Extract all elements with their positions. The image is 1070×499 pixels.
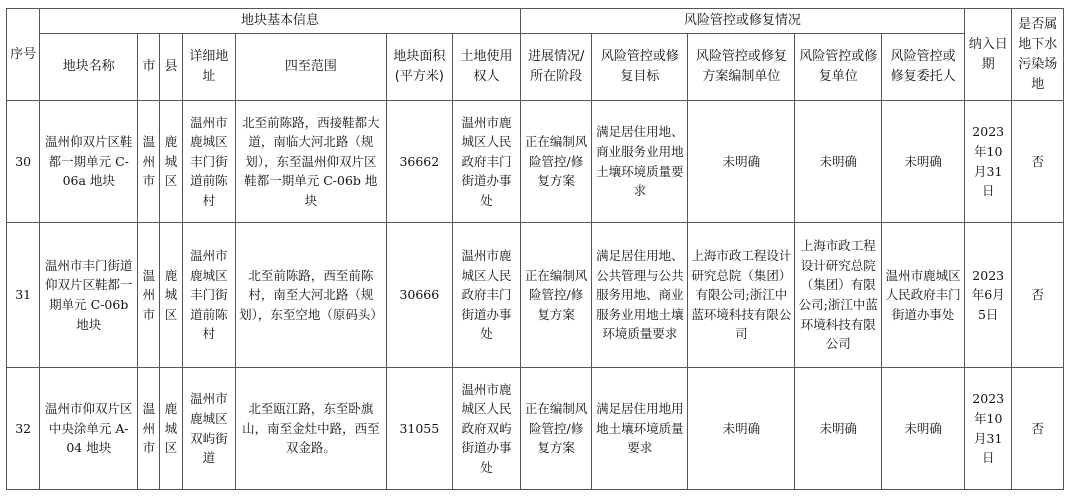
cell-address: 温州市鹿城区丰门街道前陈村: [182, 101, 236, 223]
cell-plan-unit: 未明确: [688, 368, 795, 490]
cell-groundwater: 否: [1012, 368, 1064, 490]
header-seq: 序号: [7, 9, 40, 101]
cell-owner: 温州市鹿城区人民政府丰门街道办事处: [453, 101, 521, 223]
cell-area: 36662: [386, 101, 453, 223]
cell-date: 2023年10月31日: [964, 101, 1011, 223]
cell-progress: 正在编制风险管控/修复方案: [520, 223, 592, 368]
cell-boundary: 北至瓯江路，东至卧旗山，南至金灶中路，西至双金路。: [236, 368, 386, 490]
cell-county: 鹿城区: [160, 101, 182, 223]
cell-owner: 温州市鹿城区人民政府丰门街道办事处: [453, 223, 521, 368]
column-header-row: [7, 34, 1064, 101]
cell-name: 温州市丰门街道仰双片区鞋都一期单元 C-06b 地块: [40, 223, 138, 368]
cell-owner: 温州市鹿城区人民政府双屿街道办事处: [453, 368, 521, 490]
cell-repair-unit: 未明确: [795, 368, 882, 490]
cell-boundary: 北至前陈路，西接鞋都大道，南临大河北路（规划），东至温州仰双片区鞋都一期单元 C-06b 地块: [236, 101, 386, 223]
header-owner: 土地使用权人: [453, 34, 521, 101]
cell-address: 温州市鹿城区丰门街道前陈村: [182, 223, 236, 368]
table-row: [7, 223, 1064, 368]
header-repair-unit: 风险管控或修复单位: [795, 34, 882, 101]
cell-target: 满足居住用地、公共管理与公共服务用地、商业服务业用地土壤环境质量要求: [592, 223, 688, 368]
header-target: 风险管控或修复目标: [592, 34, 688, 101]
cell-date: 2023年6月5日: [964, 223, 1011, 368]
header-progress: 进展情况/所在阶段: [520, 34, 592, 101]
cell-area: 31055: [386, 368, 453, 490]
cell-seq: 30: [7, 101, 40, 223]
cell-area: 30666: [386, 223, 453, 368]
cell-seq: 31: [7, 223, 40, 368]
cell-progress: 正在编制风险管控/修复方案: [520, 101, 592, 223]
header-client: 风险管控或修复委托人: [882, 34, 965, 101]
cell-address: 温州市鹿城区双屿街道: [182, 368, 236, 490]
header-address: 详细地址: [182, 34, 236, 101]
header-name: 地块名称: [40, 34, 138, 101]
cell-county: 鹿城区: [160, 223, 182, 368]
cell-county: 鹿城区: [160, 368, 182, 490]
header-city: 市: [138, 34, 160, 101]
cell-target: 满足居住用地、商业服务业用地土壤环境质量要求: [592, 101, 688, 223]
cell-client: 未明确: [882, 368, 965, 490]
header-boundary: 四至范围: [236, 34, 386, 101]
cell-client: 未明确: [882, 101, 965, 223]
cell-date: 2023年10月31日: [964, 368, 1011, 490]
header-plan-unit: 风险管控或修复方案编制单位: [688, 34, 795, 101]
cell-city: 温州市: [138, 368, 160, 490]
header-group-basic: 地块基本信息: [40, 9, 521, 34]
cell-city: 温州市: [138, 223, 160, 368]
cell-city: 温州市: [138, 101, 160, 223]
cell-target: 满足居住用地用地土壤环境质量要求: [592, 368, 688, 490]
group-header-row: [7, 9, 1064, 34]
cell-name: 温州市仰双片区中央涂单元 A-04 地块: [40, 368, 138, 490]
cell-client: 温州市鹿城区人民政府丰门街道办事处: [882, 223, 965, 368]
cell-boundary: 北至前陈路，西至前陈村，南至大河北路（规划），东至空地（原码头）: [236, 223, 386, 368]
header-date: 纳入日期: [964, 9, 1011, 101]
header-groundwater: 是否属地下水污染场地: [1012, 9, 1064, 101]
header-county: 县: [160, 34, 182, 101]
header-area: 地块面积(平方米): [386, 34, 453, 101]
cell-repair-unit: 未明确: [795, 101, 882, 223]
cell-progress: 正在编制风险管控/修复方案: [520, 368, 592, 490]
header-group-risk: 风险管控或修复情况: [520, 9, 964, 34]
cell-plan-unit: 未明确: [688, 101, 795, 223]
table-row: [7, 101, 1064, 223]
cell-repair-unit: 上海市政工程设计研究总院（集团）有限公司;浙江中蓝环境科技有限公司: [795, 223, 882, 368]
cell-groundwater: 否: [1012, 223, 1064, 368]
cell-name: 温州仰双片区鞋都一期单元 C-06a 地块: [40, 101, 138, 223]
cell-groundwater: 否: [1012, 101, 1064, 223]
cell-seq: 32: [7, 368, 40, 490]
cell-plan-unit: 上海市政工程设计研究总院（集团）有限公司;浙江中蓝环境科技有限公司: [688, 223, 795, 368]
contaminated-sites-table: [6, 8, 1064, 490]
table-row: [7, 368, 1064, 490]
